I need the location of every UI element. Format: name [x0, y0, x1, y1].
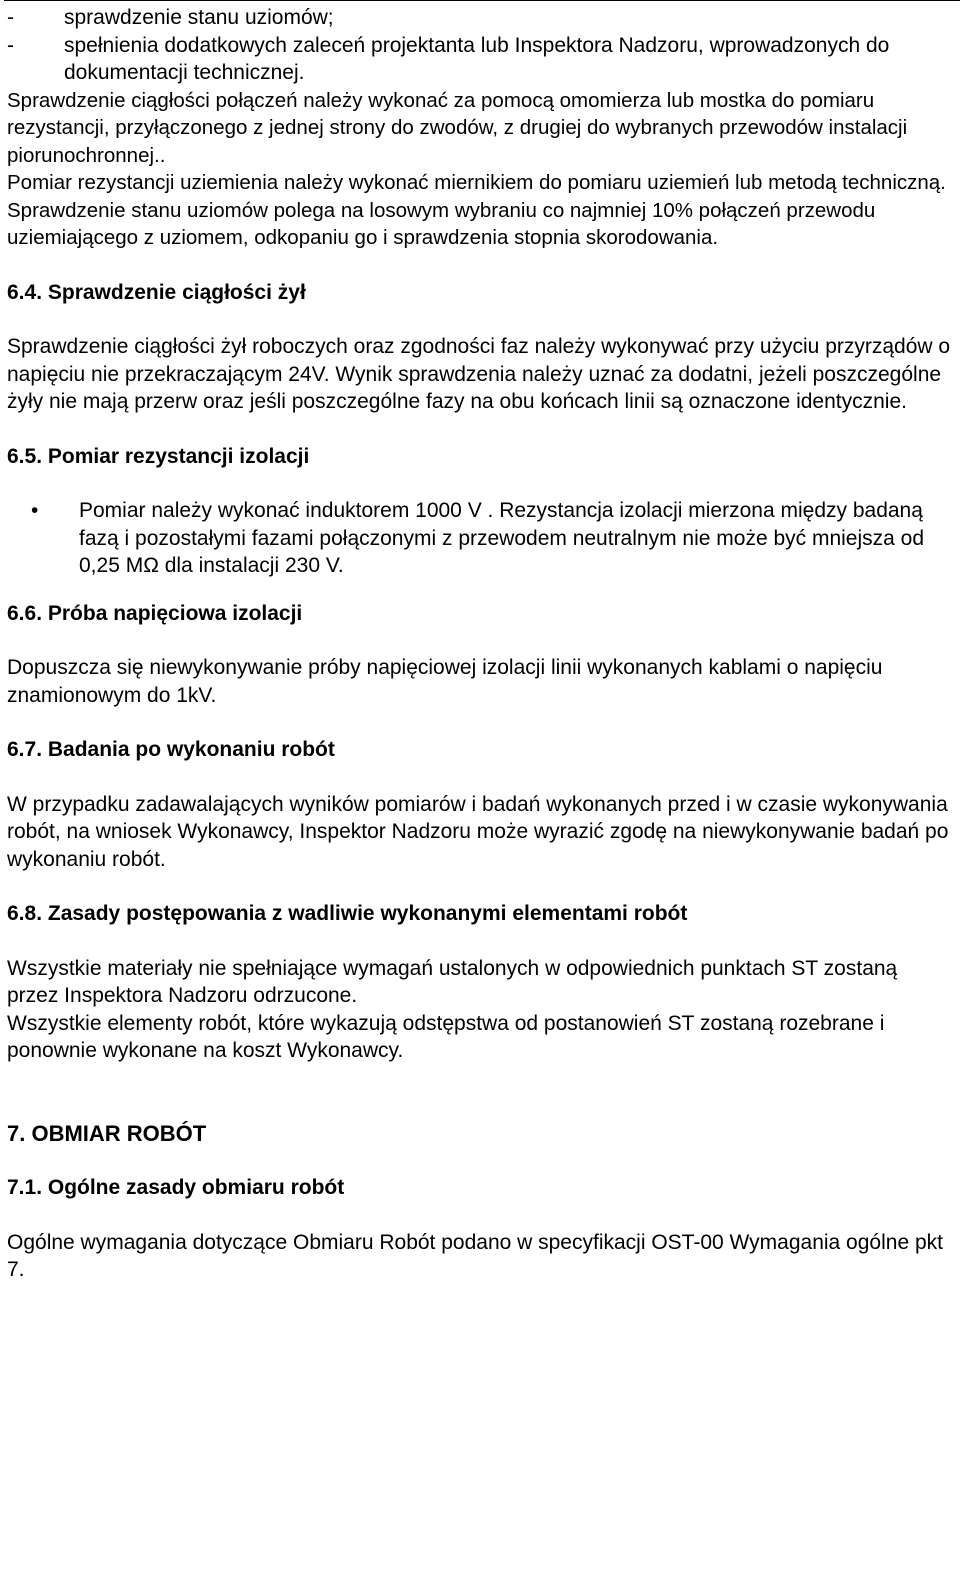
list-item-text: sprawdzenie stanu uziomów;	[64, 6, 334, 29]
paragraph-6-8-materials: Wszystkie materiały nie spełniające wymagań ustalonych w odpowiednich punktach ST zostaną przez Inspektora Nadzoru odrzucone.	[7, 956, 898, 1007]
paragraph-earth-electrodes: Sprawdzenie stanu uziomów polega na losowym wybraniu co najmniej 10% połączeń przewodu uziemiającego z uziomem, odkopaniu go i sprawdzenia stopnia skorodowania.	[7, 198, 876, 249]
list-item	[7, 4, 952, 32]
intro-dash-list	[7, 4, 952, 87]
page-top-rule	[4, 0, 960, 1]
bullet-marker: •	[31, 499, 39, 522]
heading-6-8: 6.8. Zasady postępowania z wadliwie wykonanymi elementami robót	[7, 902, 688, 925]
list-item	[7, 32, 952, 87]
paragraph-grounding-resistance: Pomiar rezystancji uziemienia należy wykonać miernikiem do pomiaru uziemień lub metodą techniczną.	[7, 171, 946, 194]
heading-6-5: 6.5. Pomiar rezystancji izolacji	[7, 444, 310, 468]
heading-6-7: 6.7. Badania po wykonaniu robót	[7, 738, 335, 761]
document-page	[7, 4, 952, 1284]
heading-7: 7. OBMIAR ROBÓT	[7, 1120, 207, 1146]
dash-marker: -	[7, 6, 14, 29]
paragraph-6-4: Sprawdzenie ciągłości żył roboczych oraz zgodności faz należy wykonywać przy użyciu przyrządów o napięciu nie przekraczającym 24V. Wynik sprawdzenia należy uznać za dodatni, jeżeli poszczególne żyły nie mają przerw oraz jeśli poszczególne fazy na obu końcach linii są oznaczone identycznie.	[7, 335, 951, 413]
heading-6-6: 6.6. Próba napięciowa izolacji	[7, 601, 303, 625]
list-item-text: Pomiar należy wykonać induktorem 1000 V . Rezystancja izolacji mierzona między badaną fazą i pozostałymi fazami połączonymi z przewodem neutralnym nie może być mniejsza od 0,25 MΩ dla instalacji 230 V.	[79, 499, 925, 577]
list-item-text: spełnienia dodatkowych zaleceń projektanta lub Inspektora Nadzoru, wprowadzonych do dokumentacji technicznej.	[64, 33, 890, 84]
list-item	[7, 497, 952, 580]
dash-marker: -	[7, 33, 14, 57]
paragraph-continuity-check: Sprawdzenie ciągłości połączeń należy wykonać za pomocą omomierza lub mostka do pomiaru rezystancji, przyłączonego z jednej strony do zwodów, z drugiej do wybranych przewodów instalacji piorunochronnej..	[7, 88, 908, 167]
heading-6-4: 6.4. Sprawdzenie ciągłości żył	[7, 280, 306, 304]
paragraph-7-1: Ogólne wymagania dotyczące Obmiaru Robót podano w specyfikacji OST-00 Wymagania ogólne pkt 7.	[7, 1230, 943, 1281]
heading-7-1: 7.1. Ogólne zasady obmiaru robót	[7, 1176, 345, 1199]
paragraph-6-8-elements: Wszystkie elementy robót, które wykazują odstępstwa od postanowień ST zostaną rozebrane i ponownie wykonane na koszt Wykonawcy.	[7, 1011, 885, 1062]
bullet-list-6-5	[7, 497, 952, 580]
paragraph-6-6: Dopuszcza się niewykonywanie próby napięciowej izolacji linii wykonanych kablami o napięciu znamionowym do 1kV.	[7, 656, 883, 707]
paragraph-6-7: W przypadku zadawalających wyników pomiarów i badań wykonanych przed i w czasie wykonywania robót, na wniosek Wykonawcy, Inspektor Nadzoru może wyrazić zgodę na niewykonywanie badań po wykonaniu robót.	[7, 792, 949, 871]
